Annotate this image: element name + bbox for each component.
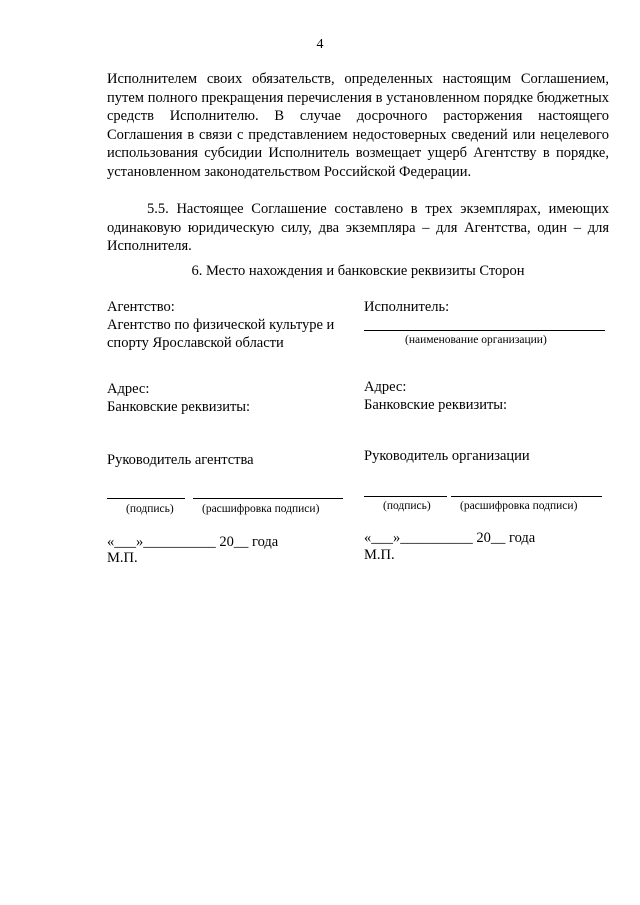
executor-stamp: М.П. xyxy=(364,547,395,563)
section-heading: 6. Место нахождения и банковские реквизиты Сторон xyxy=(191,263,525,279)
executor-decoding-caption: (расшифровка подписи) xyxy=(460,500,578,512)
executor-decoding-line xyxy=(451,496,602,497)
agency-head-label: Руководитель агентства xyxy=(107,452,254,468)
agency-signature-line xyxy=(107,498,185,499)
agency-bank-label: Банковские реквизиты: xyxy=(107,399,251,415)
agency-signature-caption: (подпись) xyxy=(126,503,174,515)
agency-address-label: Адрес: xyxy=(107,381,150,397)
clause-5-5: 5.5. Настоящее Соглашение составлено в трех экземплярах, имеющих одинаковую юридическую силу, два экземпляра – для Агентства, один – для Исполнителя. xyxy=(107,201,609,254)
agency-label: Агентство: xyxy=(107,299,175,315)
agency-name-line2: спорту Ярославской области xyxy=(107,335,284,351)
executor-address-label: Адрес: xyxy=(364,379,407,395)
intro-paragraph-block xyxy=(107,70,609,181)
agency-name-line1: Агентство по физической культуре и xyxy=(107,317,335,333)
agency-stamp: М.П. xyxy=(107,550,138,566)
executor-date-line: «___»__________ 20__ года xyxy=(364,530,536,546)
executor-org-name-line xyxy=(364,330,605,331)
agency-decoding-caption: (расшифровка подписи) xyxy=(202,503,320,515)
executor-org-caption: (наименование организации) xyxy=(405,334,547,346)
executor-signature-caption: (подпись) xyxy=(383,500,431,512)
executor-bank-label: Банковские реквизиты: xyxy=(364,397,508,413)
executor-signature-line xyxy=(364,496,447,497)
intro-paragraph: Исполнителем своих обязательств, определенных настоящим Соглашением, путем полного прекращения перечисления в установленном порядке бюджетных средств Исполнителю. В случае досрочного расторжения настоящего Соглашения в связи с представлением недостоверных сведений или нецелевого использования субсидии Исполнитель возмещает ущерб Агентству в порядке, установленном законодательством Российской Федерации. xyxy=(107,71,609,180)
executor-label: Исполнитель: xyxy=(364,299,450,315)
clause-5-5-block xyxy=(107,200,609,256)
page-number: 4 xyxy=(316,37,324,52)
executor-head-label: Руководитель организации xyxy=(364,448,530,464)
agency-date-line: «___»__________ 20__ года xyxy=(107,534,279,550)
agency-decoding-line xyxy=(193,498,343,499)
